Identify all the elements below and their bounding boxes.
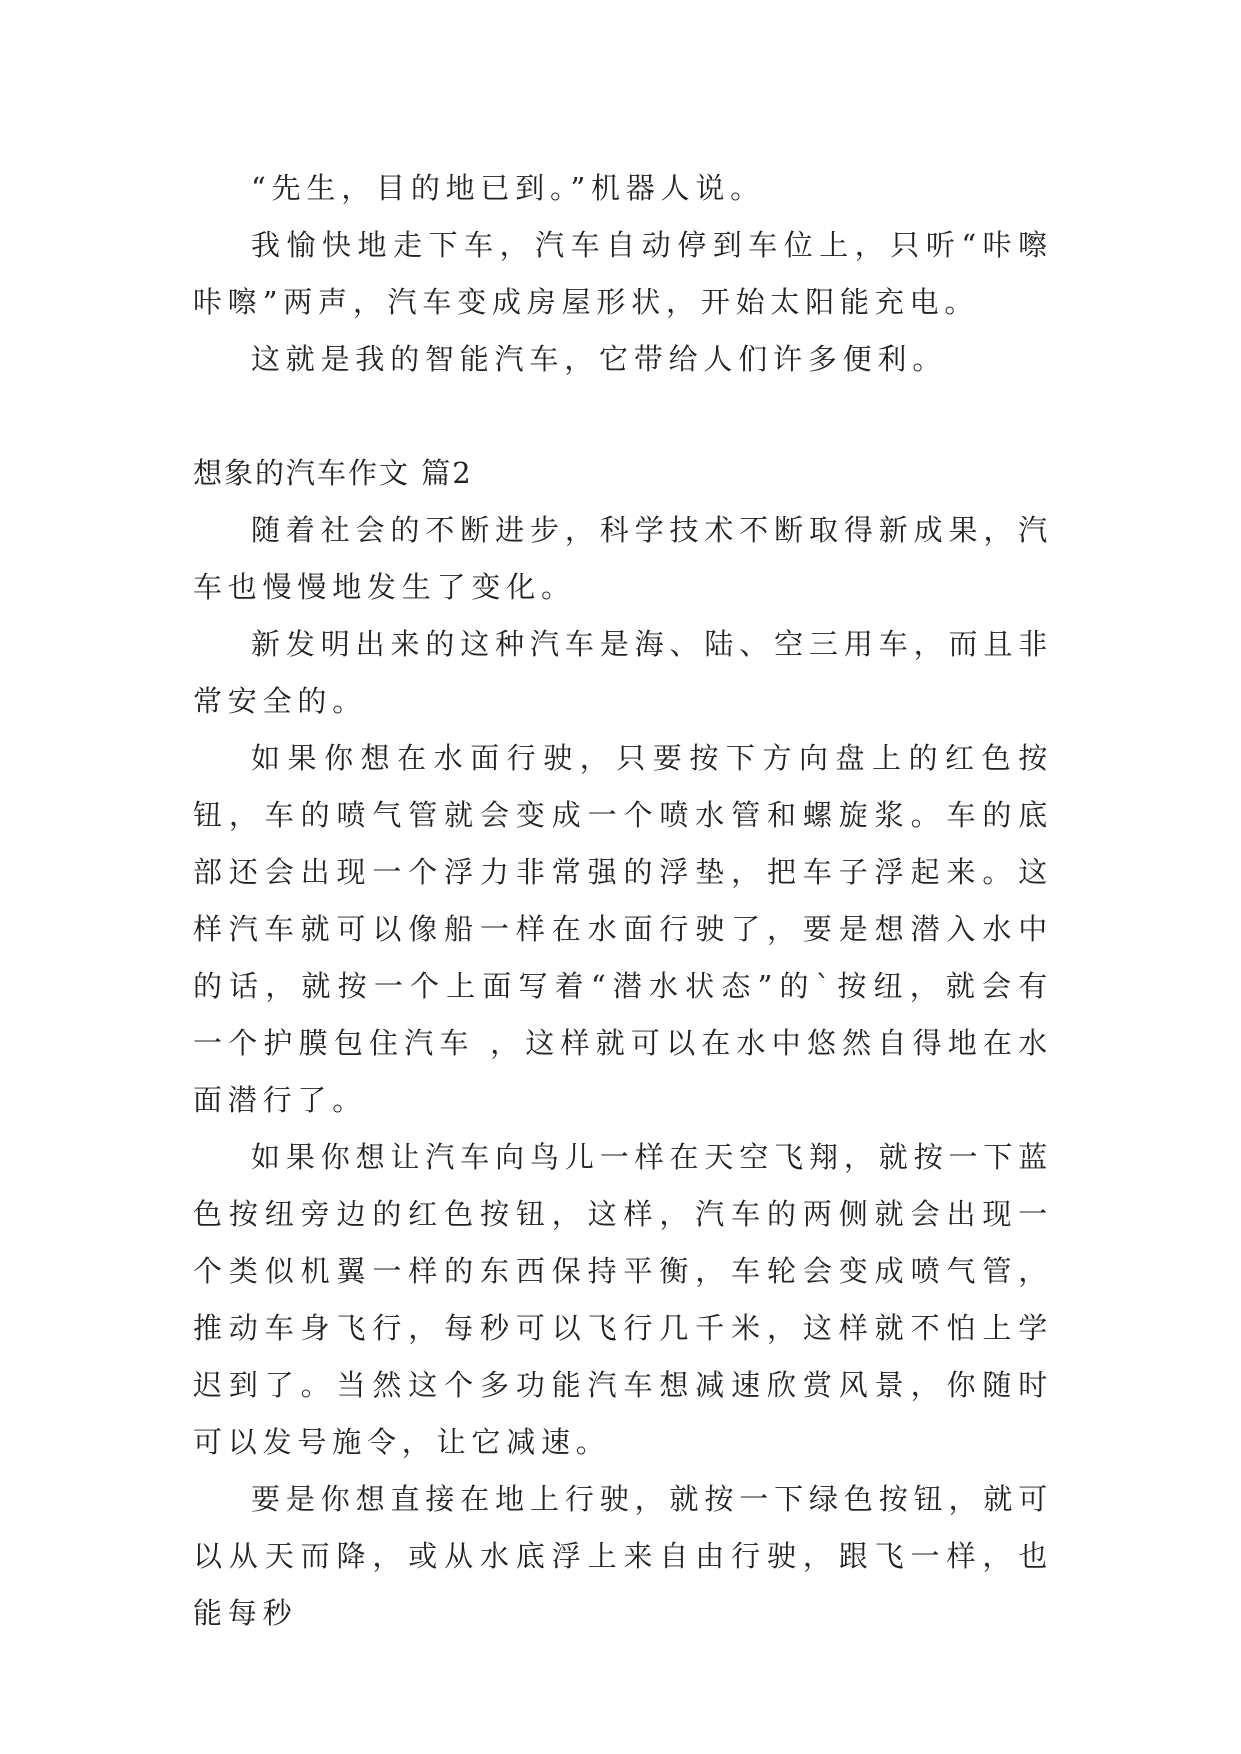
paragraph: 随着社会的不断进步，科学技术不断取得新成果，汽车也慢慢地发生了变化。 bbox=[193, 513, 1053, 604]
paragraph: 如果你想让汽车向鸟儿一样在天空飞翔，就按一下蓝色按纽旁边的红色按钮，这样，汽车的两侧就会出现一个类似机翼一样的东西保持平衡，车轮会变成喷气管，推动车身飞行，每秒可以飞行几千米，这样就不怕上学迟到了。当然这个多功能汽车想减速欣赏风景，你随时可以发号施令，让它减速。 bbox=[193, 1140, 1053, 1459]
paragraph: 我愉快地走下车，汽车自动停到车位上，只听“咔嚓咔嚓”两声，汽车变成房屋形状，开始太阳能充电。 bbox=[193, 228, 1053, 319]
paragraph: 这就是我的智能汽车，它带给人们许多便利。 bbox=[251, 342, 948, 376]
paragraph: 要是你想直接在地上行驶，就按一下绿色按钮，就可以从天而降，或从水底浮上来自由行驶，跟飞一样，也能每秒 bbox=[193, 1482, 1053, 1630]
section-spacer bbox=[193, 388, 1053, 445]
paragraph: 如果你想在水面行驶，只要按下方向盘上的红色按钮，车的喷气管就会变成一个喷水管和螺旋浆。车的底部还会出现一个浮力非常强的浮垫，把车子浮起来。这样汽车就可以像船一样在水面行驶了，要是想潜入水中的话，就按一个上面写着“潜水状态”的`按纽，就会有一个护膜包住汽车 ，这样就可以在水中悠然自得地在水面潜行了。 bbox=[193, 741, 1053, 1117]
section-title: 想象的汽车作文 篇2 bbox=[193, 456, 473, 490]
paragraph: 新发明出来的这种汽车是海、陆、空三用车，而且非常安全的。 bbox=[193, 627, 1053, 718]
paragraph: “先生，目的地已到。”机器人说。 bbox=[251, 171, 765, 205]
document-body bbox=[193, 160, 1053, 1642]
